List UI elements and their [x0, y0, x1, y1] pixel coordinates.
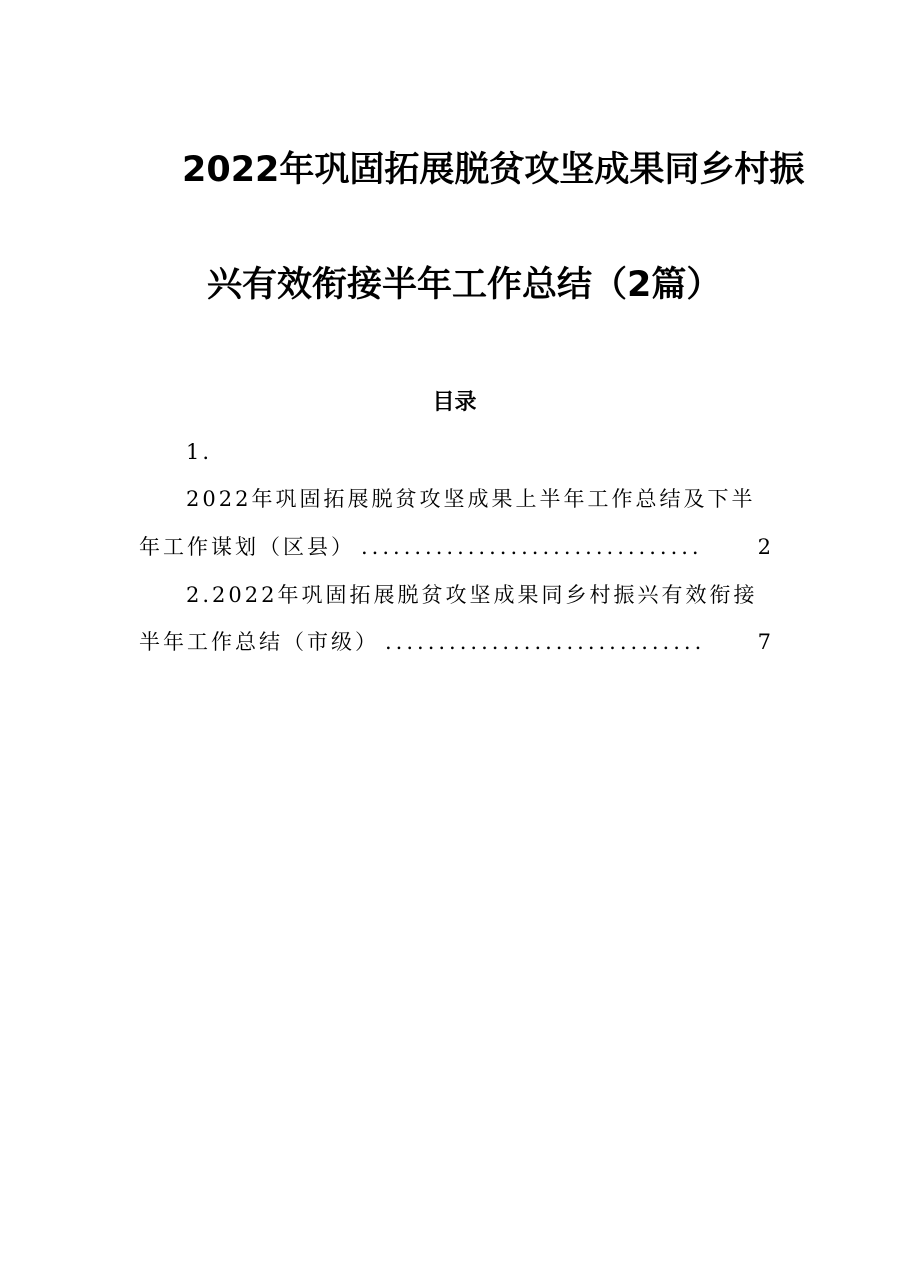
toc-entry-2-page-number[interactable]: 7	[757, 630, 771, 654]
toc-entry-1-row[interactable]	[139, 532, 771, 562]
toc-entry-1-title-line-2[interactable]: 年工作谋划（区县）	[139, 535, 355, 559]
toc-entry-2-title-line-2[interactable]: 半年工作总结（市级）	[139, 630, 379, 654]
document-title-line-1: 2022年巩固拓展脱贫攻坚成果同乡村振	[182, 150, 805, 190]
toc-entry-2-dot-leader: ..............................	[385, 630, 706, 654]
toc-entry-1-number: 1.	[186, 440, 213, 464]
toc-entry-2-row[interactable]	[139, 627, 771, 657]
toc-entry-1-dot-leader: ................................	[361, 535, 703, 559]
toc-heading: 目录	[432, 390, 477, 415]
toc-entry-1-title-line-1[interactable]: 2022年巩固拓展脱贫攻坚成果上半年工作总结及下半	[186, 487, 756, 511]
document-title-line-2: 兴有效衔接半年工作总结（2篇）	[207, 265, 722, 305]
toc-entry-1-page-number[interactable]: 2	[757, 535, 771, 559]
toc-entry-2-title-line-1[interactable]: 2.2022年巩固拓展脱贫攻坚成果同乡村振兴有效衔接	[186, 583, 758, 607]
